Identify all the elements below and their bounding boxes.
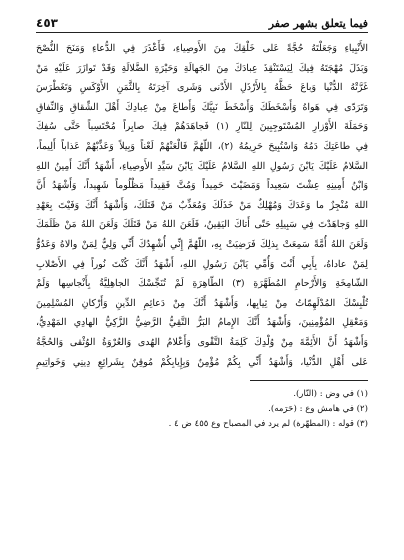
running-title: فيما يتعلق بشهر صفر <box>268 17 368 30</box>
text-line: وَتَرَدّى فِي هَواهُ وَأَسْخَطَكَ وَأَسْخَطَ نَبِيَّكَ وَأَطاعَ مِنْ عِبادِكَ أَهْلَ الشِّقاقِ وَالنِّفاقِ <box>36 101 368 113</box>
footnotes <box>36 387 368 432</box>
text-line: تُلْبِسْكَ المُدْلَهِمّاتُ مِنْ ثِيابِها، وَأَشْهَدُ أَنَّكَ مِنْ دَعائِمِ الدِّينِ وَأَرْكانِ المُسْلِمِينَ <box>36 297 368 309</box>
text-line: الشّامِخَةِ وَالأَرْحامِ المُطَهَّرَةِ (٣) الطّاهِرَةِ لَمْ تُنَجِّسْكَ الجاهِلِيَّةُ بِأَنْجاسِها وَلَمْ <box>36 278 368 290</box>
text-line: وَبَذَلَ مُهْجَتَهُ فِيكَ لِيَسْتَنْقِذَ عِبادَكَ مِنَ الجَهالَةِ وَحَيْرَةِ الضَّلالَةِ وَقَدْ تَوازَرَ عَلَيْهِ مَنْ <box>36 62 368 74</box>
text-line: وَمَعْقِلِ المُؤْمِنِينَ، وَأَشْهَدُ أَنَّكَ الإِمامُ البَرُّ التَّقِيُّ الرَّضِيُّ الزَّكِيُّ الهادِي المَهْدِيُّ، <box>36 317 368 329</box>
text-line: اللهِ وَجاهَدْتَ فِي سَبِيلِهِ حَتّى أَتاكَ اليَقِينُ، فَلَعَنَ اللهُ مَنْ قَتَلَكَ وَلَعَنَ اللهُ مَنْ ظَلَمَكَ <box>36 219 368 231</box>
page-header <box>36 10 368 30</box>
footnote-separator <box>250 380 368 381</box>
header-rule <box>36 32 368 33</box>
text-line: عَلى أَهْلِ الدُّنْيا، وَأَشْهَدُ أَنِّي بِكُمْ مُؤْمِنٌ وَبِإِيابِكُمْ مُوقِنٌ بِشَرائِعِ دِينِي وَخَواتِيمِ <box>36 356 368 368</box>
body-text <box>36 39 368 372</box>
text-line: وَحَمَلَةَ الأَوْزارِ المُسْتَوجِبِينَ لِلنّارِ (١) فَجاهَدَهُمْ فِيكَ صابِراً مُحْتَسِباً حَتَّى سُفِكَ <box>36 121 368 133</box>
text-line: السَّلامُ عَلَيْكَ يَابْنَ رَسُولِ اللهِ السَّلامُ عَلَيْكَ يَابْنَ سَيِّدِ الأَوصِياءِ، أَشْهَدُ أَنَّكَ أَمِينُ اللهِ <box>36 160 368 172</box>
text-line: وَأَشْهَدُ أَنَّ الأَئِمَّةَ مِنْ وُلْدِكَ كَلِمَةُ التَّقْوى وَأَعْلامُ الهُدى وَالعُرْوَةُ الوُثْقى وَالحُجَّةُ <box>36 336 368 348</box>
text-line: لِمَنْ عاداهُ، بِأَبِي أَنْتَ وَأُمِّي يَابْنَ رَسُولِ اللهِ، أَشْهَدُ أَنَّكَ كُنْتَ نُوراً فِي الأَصْلابِ <box>36 258 368 270</box>
page-number: ٤٥٣ <box>36 16 58 30</box>
text-line: فِي طاعَتِكَ دَمُهُ وَاسْتُبِيحَ حَرِيمُهُ (٢)، اللّهُمَّ فَالْعَنْهُمْ لَعْناً وَبِيلاً وَعَذِّبْهُمْ عَذاباً أَلِيماً، <box>36 140 368 152</box>
text-line: وَابْنُ أَمِينِهِ عِشْتَ سَعِيداً وَمَضَيْتَ حَمِيداً وَمُتَّ فَقِيداً مَظْلُوماً شَهِيداً، وَأَشْهَدُ أَنَّ <box>36 180 368 192</box>
text-line: وَلَعَنَ اللهُ أُمَّةً سَمِعَتْ بِذلِكَ فَرَضِيَتْ بِهِ، اللّهُمَّ إِنِّي أُشْهِدُكَ أَنِّي وَلِيٌّ لِمَنْ والاهُ وَعَدُوٌّ <box>36 238 368 250</box>
text-line: الأَنْبِياءِ وَجَعَلْتَهُ حُجَّةً عَلى خَلْقِكَ مِنَ الأَوصِياءِ، فَأَعْذَرَ فِي الدُّعاءِ وَمَنَحَ النُّصْحَ <box>36 43 368 54</box>
text-line: اللهَ مُنْجِزٌ ما وَعَدَكَ وَمُهْلِكٌ مَنْ خَذَلَكَ وَمُعَذِّبٌ مَنْ قَتَلَكَ، وَأَشْهَدُ أَنَّكَ وَفَيْتَ بِعَهْدِ <box>36 199 368 211</box>
footnote: (١) في وض : (النّار). <box>293 389 368 400</box>
footnote: (٣) قوله : (المطهّرة) لم يرد في المصباح وع ٤٥٥ ض ٤ . <box>168 419 368 430</box>
text-line: غَرَّتْهُ الدُّنْيا وَباعَ حَظَّهُ بِالأَرْذَلِ الأَدْنى وَشَرى آخِرَتَهُ بِالثَّمَنِ الأَوْكَسِ وَتَغَطْرَسَ <box>36 82 368 94</box>
footnote: (٢) في هامش وع : (حَرَمه). <box>268 404 368 415</box>
